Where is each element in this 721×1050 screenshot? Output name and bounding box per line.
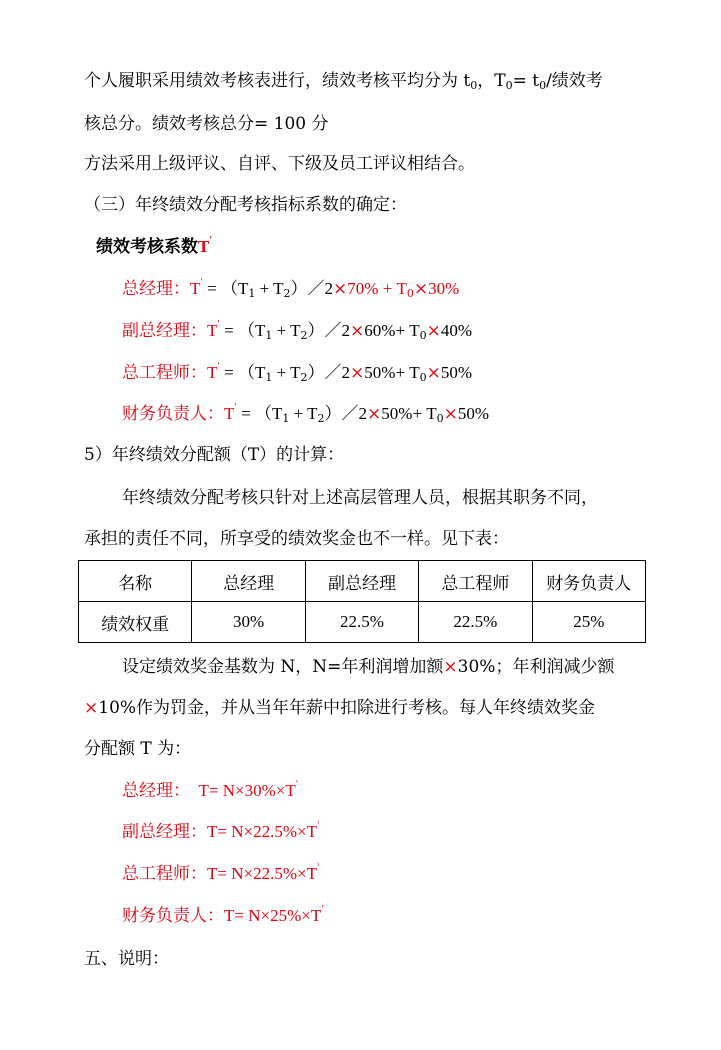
bonus-formula-line [122, 863, 319, 885]
formula-part: T= N×30%×T [190, 781, 296, 800]
subscript: 0 [539, 79, 547, 92]
weight-table [78, 560, 646, 643]
formula-part: 40% [440, 321, 473, 340]
paragraph-line: 年终绩效分配考核只针对上述高层管理人员，根据其职务不同， [122, 488, 598, 508]
subscript: 1 [282, 412, 290, 425]
subscript: 0 [419, 371, 427, 384]
table-cell: 25% [532, 602, 645, 643]
subscript: 1 [248, 287, 256, 300]
formula-part: 50%+ T [364, 363, 420, 382]
role-label: 总工程师： [122, 363, 207, 383]
formula-part: T= N×22.5%×T [207, 864, 317, 883]
table-header-cell: 名称 [79, 561, 192, 602]
paragraph-line: 核总分。绩效考核总分= 100 分 [84, 114, 329, 134]
formula-part: + T [255, 279, 284, 298]
role-label: 副总经理： [122, 822, 207, 842]
text-run: 30%；年利润减少额 [457, 657, 615, 677]
table-cell: 绩效权重 [79, 602, 192, 643]
multiply-sign: × [84, 698, 99, 718]
paragraph-line: 方法采用上级评议、自评、下级及员工评议相结合。 [84, 154, 475, 174]
bonus-formula-line [122, 905, 324, 927]
section-heading: （三）年终绩效分配考核指标系数的确定： [84, 195, 407, 215]
text-run: 设定绩效奖金基数为 N，N=年利润增加额 [122, 657, 444, 677]
table-header-row [79, 561, 646, 602]
subscript: 2 [317, 412, 325, 425]
paragraph-line [84, 697, 595, 719]
role-label: 总经理： [122, 781, 190, 801]
formula-part: = （T [219, 321, 266, 340]
subscript: 0 [436, 412, 444, 425]
prime-mark: ' [209, 236, 213, 246]
heading-label: 绩效考核系数 [96, 237, 198, 257]
formula-part: 60%+ T [364, 321, 420, 340]
text-run: /绩效考 [546, 71, 603, 91]
paragraph-line [122, 656, 614, 678]
role-label: 总工程师： [122, 864, 207, 884]
formula-part: = （T [236, 404, 283, 423]
prime-mark: ' [217, 320, 220, 330]
bonus-formula-line [122, 780, 298, 802]
subscript: 1 [265, 329, 273, 342]
coefficient-heading [96, 236, 212, 258]
section-heading: 5）年终绩效分配额（T）的计算： [84, 445, 345, 465]
formula-part: ）／2 [307, 321, 351, 340]
formula-part: 50% [457, 404, 490, 423]
table-cell: 30% [192, 602, 305, 643]
formula-part: + T [272, 321, 301, 340]
formula-part: T= N×22.5%×T [207, 822, 317, 841]
prime-mark: ' [217, 362, 220, 372]
formula-line [122, 403, 489, 425]
formula-line [122, 362, 472, 384]
subscript: 0 [505, 79, 513, 92]
text-run: = t [512, 71, 540, 91]
subscript: 0 [470, 79, 478, 92]
multiply-sign: × [426, 321, 441, 341]
prime-mark: ' [295, 780, 299, 790]
table-cell: 22.5% [419, 602, 532, 643]
multiply-sign: × [333, 279, 348, 299]
t-symbol: T [190, 279, 201, 298]
role-label: 财务负责人： [122, 906, 224, 926]
t-symbol: T [207, 321, 218, 340]
multiply-sign: × [426, 363, 441, 383]
table-header-cell: 总经理 [192, 561, 305, 602]
subscript: 2 [300, 329, 308, 342]
formula-part: 50%+ T [381, 404, 437, 423]
multiply-sign: × [413, 279, 429, 299]
subscript: 0 [419, 329, 427, 342]
multiply-sign: × [367, 404, 382, 424]
role-label: 副总经理： [122, 321, 207, 341]
formula-part: 30% [428, 279, 460, 298]
table-header-cell: 财务负责人 [532, 561, 645, 602]
formula-part: ）／2 [290, 279, 334, 298]
formula-part: 70% + T [347, 279, 407, 298]
multiply-sign: × [350, 321, 365, 341]
table-cell: 22.5% [305, 602, 418, 643]
role-label: 财务负责人： [122, 404, 224, 424]
role-label: 总经理： [122, 279, 190, 299]
table-header-cell: 总工程师 [419, 561, 532, 602]
text-run: ，T [477, 71, 506, 91]
prime-mark: ' [200, 278, 203, 288]
multiply-sign: × [443, 657, 458, 677]
formula-part: + T [289, 404, 318, 423]
subscript: 2 [283, 287, 291, 300]
bonus-formula-line [122, 821, 319, 843]
subscript: 1 [265, 371, 273, 384]
table-row [79, 602, 646, 643]
text-run: 个人履职采用绩效考核表进行，绩效考核平均分为 t [84, 71, 471, 91]
t-symbol: T [198, 237, 210, 256]
formula-part: = （T [219, 363, 266, 382]
text-run: 10%作为罚金，并从当年年薪中扣除进行考核。每人年终绩效奖金 [98, 698, 596, 718]
prime-mark: ' [321, 905, 324, 915]
formula-part: T= N×25%×T [224, 906, 322, 925]
t-symbol: T [224, 404, 235, 423]
paragraph-line: 承担的责任不同，所享受的绩效奖金也不一样。见下表： [84, 529, 509, 549]
formula-line [122, 278, 459, 300]
paragraph-line [84, 70, 603, 92]
formula-part: = （T [202, 279, 249, 298]
formula-part: ）／2 [307, 363, 351, 382]
paragraph-line: 分配额 T 为： [84, 739, 192, 759]
prime-mark: ' [316, 863, 320, 873]
subscript: 0 [406, 287, 414, 300]
prime-mark: ' [316, 821, 320, 831]
formula-part: 50% [440, 363, 473, 382]
table-header-cell: 副总经理 [305, 561, 418, 602]
multiply-sign: × [443, 404, 458, 424]
formula-part: + T [272, 363, 301, 382]
prime-mark: ' [234, 403, 237, 413]
section-heading: 五、说明： [84, 949, 169, 969]
formula-line [122, 320, 472, 342]
multiply-sign: × [350, 363, 365, 383]
formula-part: ）／2 [324, 404, 368, 423]
subscript: 2 [300, 371, 308, 384]
t-symbol: T [207, 363, 218, 382]
